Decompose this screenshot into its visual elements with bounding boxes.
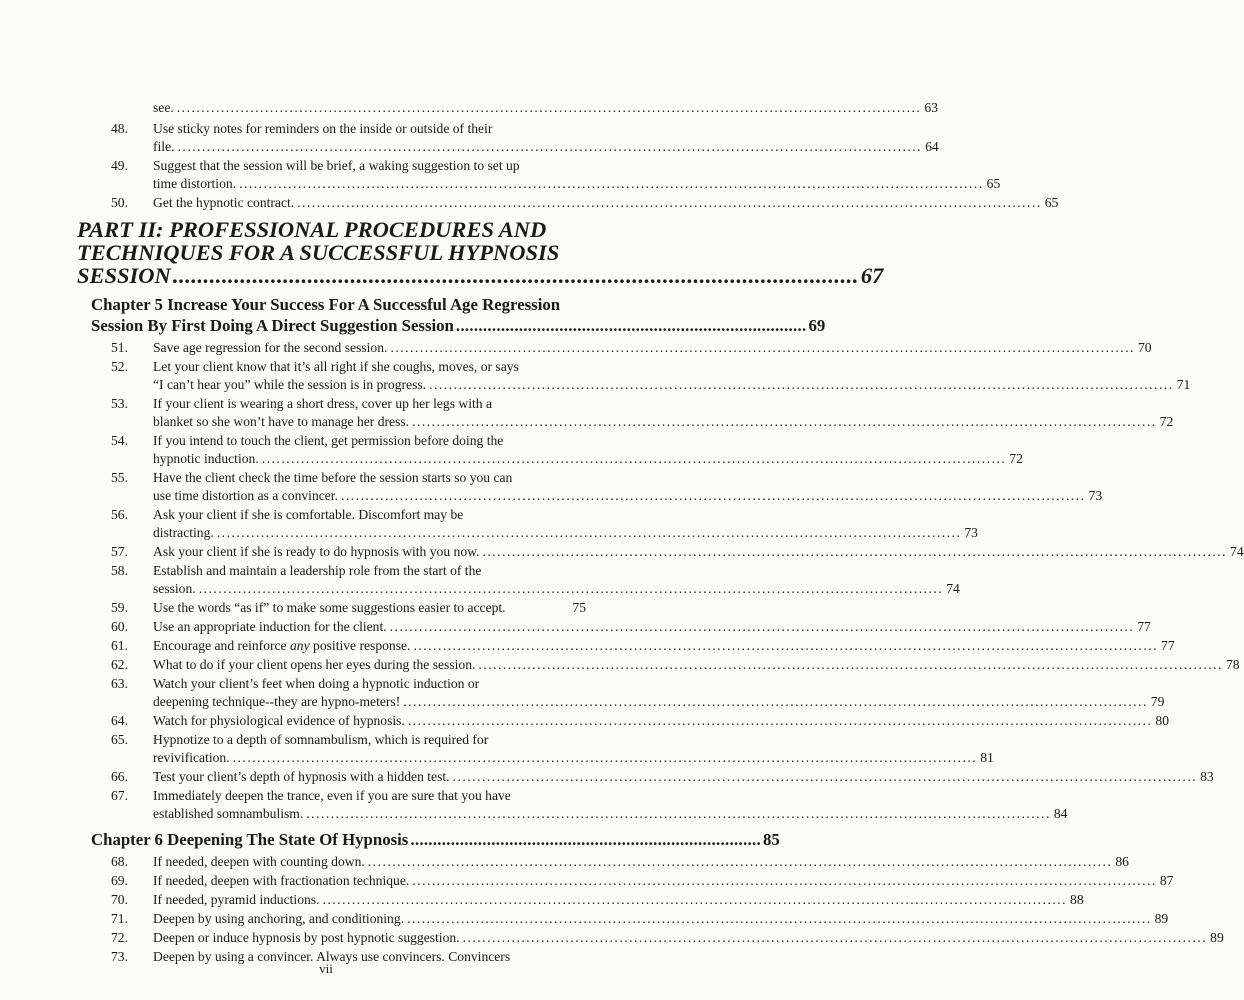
entry-text: see. <box>153 100 174 115</box>
dot-leader: ........................................................................................................................................................ <box>412 414 1157 429</box>
page-number: 89 <box>1154 911 1169 926</box>
page-number: 79 <box>1150 694 1165 709</box>
entry-text: blanket so she won’t have to manage her dress. <box>153 414 410 429</box>
dot-leader: ........................................................................................................................................................ <box>176 100 922 115</box>
page-number: 89 <box>1210 930 1224 945</box>
toc-entry-continuation <box>0 376 1191 394</box>
page-number: 72 <box>1159 414 1174 429</box>
toc-entry-continuation <box>0 450 1023 468</box>
page-number: 65 <box>986 176 1001 191</box>
dot-leader: ........................................................................................................................................................ <box>297 195 1042 210</box>
toc-entry <box>0 506 652 524</box>
entry-text: Use sticky notes for reminders on the inside or outside of their <box>153 121 493 136</box>
toc-entry <box>0 157 652 175</box>
entry-text: Deepen or induce hypnosis by post hypnotic suggestion. <box>153 930 460 945</box>
dot-leader: ........................................................................................................................................................ <box>407 713 1153 728</box>
entry-text: What to do if your client opens her eyes during the session. <box>153 657 476 672</box>
entry-number: 63. <box>111 676 128 691</box>
toc-entry <box>0 562 652 580</box>
page-number: 81 <box>980 750 994 765</box>
entry-text: If needed, deepen with counting down. <box>153 854 365 869</box>
toc-entry <box>0 599 652 617</box>
page-number: 85 <box>762 830 780 849</box>
entry-number: 50. <box>111 195 128 210</box>
toc-entry-continuation <box>0 580 960 598</box>
entry-text: Deepen by using a convincer. Always use convincers. Convincers <box>153 949 511 964</box>
dot-leader: .............................................................................. <box>410 830 761 849</box>
entry-text: Immediately deepen the trance, even if you are sure that you have <box>153 788 511 803</box>
page-number: 74 <box>946 581 960 596</box>
entry-text: session. <box>153 581 196 596</box>
toc-entry <box>0 929 1224 947</box>
entry-text: use time distortion as a convincer. <box>153 488 338 503</box>
dot-leader: ........................................................................................................................................................ <box>482 544 1228 559</box>
entry-text: established somnambulism. <box>153 806 304 821</box>
entry-text: file. <box>153 139 175 154</box>
toc-entry <box>0 872 1174 890</box>
page-number: 69 <box>808 316 826 335</box>
entry-number: 69. <box>111 873 128 888</box>
entry-number: 57. <box>111 544 128 559</box>
entry-text: If your client is wearing a short dress, cover up her legs with a <box>153 396 492 411</box>
entry-number: 68. <box>111 854 128 869</box>
dot-leader: .............................................................................. <box>455 316 807 335</box>
toc-entry <box>0 543 1244 561</box>
toc-entry <box>0 731 652 749</box>
dot-leader: ................................................................................................................ <box>172 263 859 288</box>
toc-entry-continuation <box>0 413 1174 431</box>
page-number: 83 <box>1200 769 1214 784</box>
chapter-heading-line: Chapter 5 Increase Your Success For A Successful Age Regression <box>91 295 561 314</box>
toc-entry <box>0 194 1059 212</box>
chapter-heading-line: Chapter 6 Deepening The State Of Hypnosis <box>91 830 409 849</box>
page-number: 71 <box>1176 377 1191 392</box>
dot-leader: ........................................................................................................................................................ <box>389 619 1135 634</box>
toc-entry <box>0 432 652 450</box>
entry-text: Get the hypnotic contract. <box>153 195 295 210</box>
page-number: 84 <box>1053 806 1068 821</box>
entry-number: 54. <box>111 433 128 448</box>
toc-entry-continuation <box>0 693 1165 711</box>
entry-number: 53. <box>111 396 128 411</box>
dot-leader: ........................................................................................................................................................ <box>306 806 1051 821</box>
toc-entry <box>0 339 1152 357</box>
toc-entry <box>0 768 1214 786</box>
page-number: 67 <box>860 263 884 288</box>
dot-leader: ........................................................................................................................................................ <box>232 750 978 765</box>
dot-leader: ........................................................................................................................................................ <box>462 930 1208 945</box>
part-heading-line: SESSION <box>77 263 171 288</box>
toc-entry <box>0 910 1169 928</box>
toc-entry <box>0 469 652 487</box>
part-heading-line: TECHNIQUES FOR A SUCCESSFUL HYPNOSIS <box>77 240 560 265</box>
entry-text: deepening technique--they are hypno-meters! <box>153 694 401 709</box>
toc-entry <box>0 637 1175 655</box>
entry-text: If needed, deepen with fractionation technique. <box>153 873 410 888</box>
toc-entry <box>0 395 652 413</box>
toc-entry-continuation <box>0 805 1068 823</box>
toc-entry <box>0 618 1151 636</box>
dot-leader: ........................................................................................................................................................ <box>413 638 1159 653</box>
entry-number: 65. <box>111 732 128 747</box>
chapter-heading-line: Session By First Doing A Direct Suggestion Session <box>91 316 454 335</box>
page-number: 65 <box>1044 195 1059 210</box>
dot-leader: ........................................................................................................................................................ <box>322 892 1068 907</box>
entry-number: 73. <box>111 949 128 964</box>
toc-entry <box>0 358 652 376</box>
page-number: 72 <box>1009 451 1023 466</box>
page-number: 73 <box>964 525 978 540</box>
page-number: 77 <box>1161 638 1175 653</box>
entry-number: 49. <box>111 158 128 173</box>
part-heading-line: PART II: PROFESSIONAL PROCEDURES AND <box>77 217 547 242</box>
dot-leader: ........................................................................................................................................................ <box>340 488 1086 503</box>
page-number: 87 <box>1159 873 1174 888</box>
entry-text: Watch for physiological evidence of hypnosis. <box>153 713 405 728</box>
entry-number: 66. <box>111 769 128 784</box>
dot-leader: ........................................................................................................................................................ <box>177 139 923 154</box>
entry-number: 52. <box>111 359 128 374</box>
dot-leader: ........................................................................................................................................................ <box>407 911 1152 926</box>
entry-text: Establish and maintain a leadership role from the start of the <box>153 563 482 578</box>
toc-entry-continuation <box>0 175 1001 193</box>
page-number: 74 <box>1230 544 1244 559</box>
entry-text: time distortion. <box>153 176 237 191</box>
dot-leader: ........................................................................................................................................................ <box>216 525 962 540</box>
entry-text: Watch your client’s feet when doing a hypnotic induction or <box>153 676 480 691</box>
dot-leader: ........................................................................................................................................................ <box>412 873 1157 888</box>
page-number: 78 <box>1225 657 1240 672</box>
entry-number: 61. <box>111 638 128 653</box>
toc-entry-continuation <box>0 138 939 156</box>
entry-text: Test your client’s depth of hypnosis with a hidden test. <box>153 769 450 784</box>
toc-entry-continuation <box>0 524 978 542</box>
entry-text: Save age regression for the second session. <box>153 340 388 355</box>
dot-leader: ........................................................................................................................................................ <box>429 377 1174 392</box>
emphasis: any <box>290 638 310 653</box>
entry-number: 48. <box>111 121 128 136</box>
toc-entry-continuation <box>0 749 994 767</box>
entry-text: Have the client check the time before the session starts so you can <box>153 470 513 485</box>
page-number: 77 <box>1137 619 1151 634</box>
page-number: 75 <box>572 600 586 615</box>
toc-entry <box>0 120 652 138</box>
toc-entry-continuation <box>0 487 1103 505</box>
entry-text: Use an appropriate induction for the client. <box>153 619 387 634</box>
entry-number: 59. <box>111 600 128 615</box>
entry-text: Ask your client if she is ready to do hypnosis with you now. <box>153 544 480 559</box>
dot-leader: ........................................................................................................................................................ <box>367 854 1113 869</box>
entry-text: Use the words “as if” to make some suggestions easier to accept. <box>153 600 506 615</box>
entry-number: 64. <box>111 713 128 728</box>
page-folio: vii <box>319 961 333 976</box>
entry-text: hypnotic induction. <box>153 451 259 466</box>
entry-text: If you intend to touch the client, get permission before doing the <box>153 433 504 448</box>
entry-number: 58. <box>111 563 128 578</box>
entry-text: revivification. <box>153 750 230 765</box>
entry-text: Deepen by using anchoring, and conditioning. <box>153 911 405 926</box>
entry-text: “I can’t hear you” while the session is in progress. <box>153 377 427 392</box>
toc-entry <box>0 656 1240 674</box>
dot-leader: ........................................................................................................................................................ <box>452 769 1198 784</box>
entry-number: 70. <box>111 892 128 907</box>
entry-number: 55. <box>111 470 128 485</box>
page-number: 70 <box>1138 340 1152 355</box>
entry-text: Encourage and reinforce any positive response. <box>153 638 411 653</box>
entry-number: 51. <box>111 340 128 355</box>
entry-number: 67. <box>111 788 128 803</box>
page-number: 64 <box>925 139 939 154</box>
entry-number: 62. <box>111 657 128 672</box>
toc-entry <box>0 712 1169 730</box>
toc-entry <box>0 675 652 693</box>
dot-leader: ........................................................................................................................................................ <box>390 340 1135 355</box>
entry-number: 60. <box>111 619 128 634</box>
toc-entry <box>0 99 938 117</box>
entry-number: 72. <box>111 930 128 945</box>
entry-number: 71. <box>111 911 128 926</box>
page-number: 80 <box>1155 713 1169 728</box>
page-number: 86 <box>1115 854 1129 869</box>
dot-leader: ........................................................................................................................................................ <box>198 581 944 596</box>
toc-entry <box>0 891 1084 909</box>
dot-leader: ........................................................................................................................................................ <box>403 694 1148 709</box>
entry-text: Hypnotize to a depth of somnambulism, which is required for <box>153 732 489 747</box>
page-number: 88 <box>1070 892 1084 907</box>
entry-text: distracting. <box>153 525 214 540</box>
toc-entry <box>0 787 652 805</box>
page-number: 63 <box>924 100 938 115</box>
entry-text: Suggest that the session will be brief, a waking suggestion to set up <box>153 158 520 173</box>
dot-leader: ........................................................................................................................................................ <box>239 176 984 191</box>
dot-leader: ........................................................................................................................................................ <box>478 657 1223 672</box>
entry-text: Let your client know that it’s all right if she coughs, moves, or says <box>153 359 519 374</box>
page-number: 73 <box>1088 488 1103 503</box>
entry-text: If needed, pyramid inductions. <box>153 892 320 907</box>
dot-leader: ........................................................................................................................................................ <box>261 451 1007 466</box>
toc-entry <box>0 853 1129 871</box>
entry-text: Ask your client if she is comfortable. Discomfort may be <box>153 507 464 522</box>
entry-number: 56. <box>111 507 128 522</box>
